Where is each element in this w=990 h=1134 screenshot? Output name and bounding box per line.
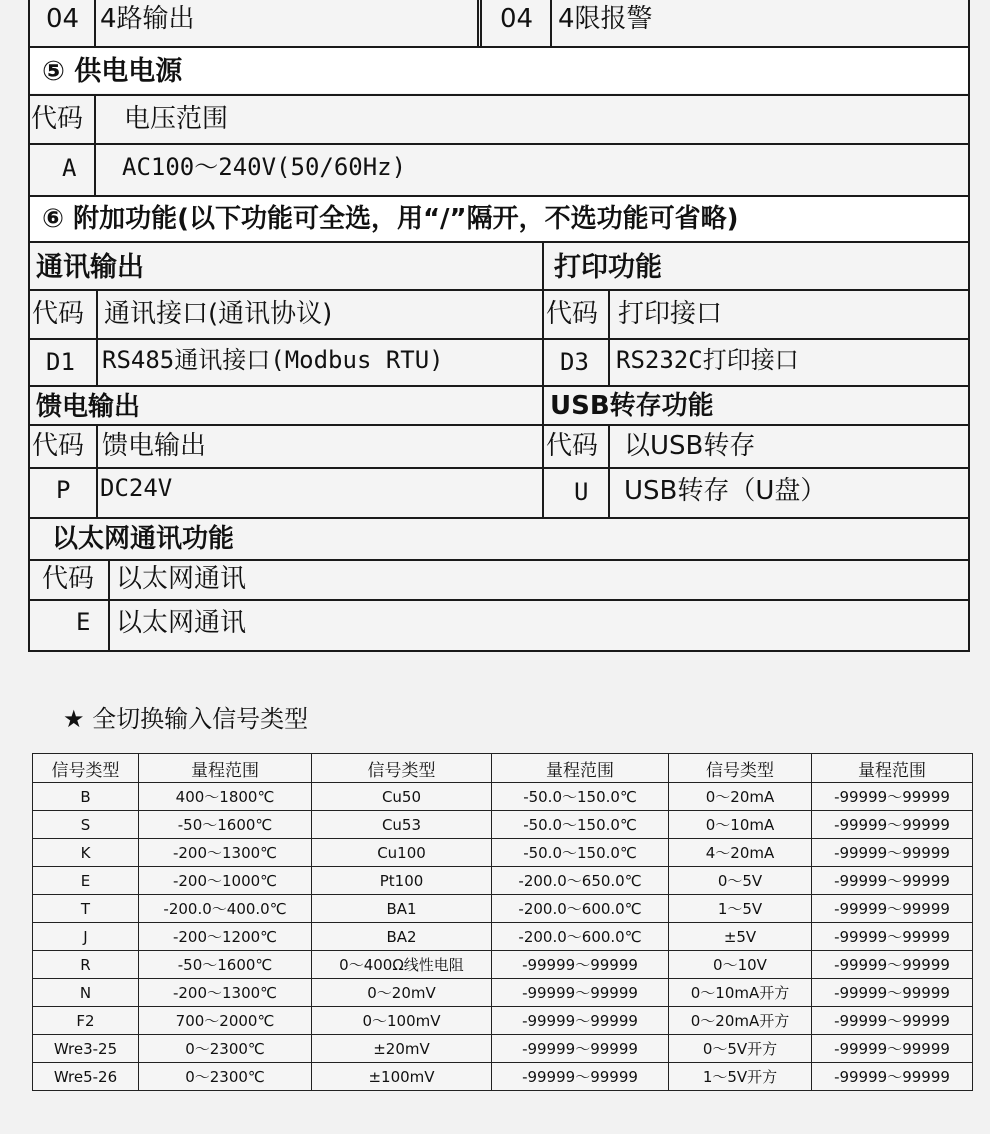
signal-type-cell: Cu53 xyxy=(312,811,492,839)
input-types-table xyxy=(32,753,973,1091)
usb-title: USB转存功能 xyxy=(550,391,714,421)
range-cell: 400～1800℃ xyxy=(139,783,312,811)
range-cell: -99999～99999 xyxy=(812,895,973,923)
range-cell: -200.0～650.0℃ xyxy=(492,867,669,895)
signal-type-cell: BA2 xyxy=(312,923,492,951)
signal-type-cell: 0～5V xyxy=(669,867,812,895)
table-header-row xyxy=(33,754,973,783)
power-header-range: 电压范围 xyxy=(124,104,229,134)
range-cell: -200～1200℃ xyxy=(139,923,312,951)
print-row-value: RS232C打印接口 xyxy=(616,346,799,374)
range-cell: -200.0～600.0℃ xyxy=(492,923,669,951)
signal-type-cell: T xyxy=(33,895,139,923)
header-signal-type: 信号类型 xyxy=(33,754,139,783)
feed-row-value: DC24V xyxy=(100,474,173,502)
table-row xyxy=(33,1063,973,1091)
top-right-label: 4限报警 xyxy=(558,4,653,34)
table-row xyxy=(33,867,973,895)
power-section-title: ⑤ 供电电源 xyxy=(42,56,183,87)
comm-row-value: RS485通讯接口(Modbus RTU) xyxy=(102,346,444,374)
top-left-label: 4路输出 xyxy=(100,4,195,34)
signal-type-cell: 0～400Ω线性电阻 xyxy=(312,951,492,979)
options-section-title: ⑥ 附加功能(以下功能可全选，用“/”隔开，不选功能可省略) xyxy=(42,204,739,234)
range-cell: -200.0～400.0℃ xyxy=(139,895,312,923)
header-range: 量程范围 xyxy=(139,754,312,783)
header-signal-type: 信号类型 xyxy=(669,754,812,783)
range-cell: -50.0～150.0℃ xyxy=(492,839,669,867)
comm-row-code: D1 xyxy=(46,348,75,376)
table-row xyxy=(33,811,973,839)
range-cell: -200～1300℃ xyxy=(139,839,312,867)
range-cell: -99999～99999 xyxy=(812,783,973,811)
range-cell: -50.0～150.0℃ xyxy=(492,783,669,811)
ethernet-title: 以太网通讯功能 xyxy=(52,524,235,554)
table-row xyxy=(33,951,973,979)
power-row-value: AC100～240V(50/60Hz) xyxy=(122,153,407,181)
table-row xyxy=(33,1007,973,1035)
header-signal-type: 信号类型 xyxy=(312,754,492,783)
range-cell: -99999～99999 xyxy=(492,1007,669,1035)
range-cell: -99999～99999 xyxy=(492,1035,669,1063)
signal-type-cell: ±20mV xyxy=(312,1035,492,1063)
option-code-table xyxy=(28,0,970,652)
range-cell: -50～1600℃ xyxy=(139,951,312,979)
header-range: 量程范围 xyxy=(492,754,669,783)
range-cell: -99999～99999 xyxy=(812,811,973,839)
range-cell: -99999～99999 xyxy=(812,1007,973,1035)
print-title: 打印功能 xyxy=(554,252,662,283)
usb-row-code: U xyxy=(574,478,589,506)
usb-header-code: 代码 xyxy=(546,431,599,461)
signal-type-cell: E xyxy=(33,867,139,895)
comm-title: 通讯输出 xyxy=(36,252,144,283)
signal-type-cell: B xyxy=(33,783,139,811)
range-cell: -99999～99999 xyxy=(812,979,973,1007)
range-cell: -99999～99999 xyxy=(492,979,669,1007)
table-row xyxy=(33,979,973,1007)
signal-type-cell: Cu50 xyxy=(312,783,492,811)
signal-type-cell: BA1 xyxy=(312,895,492,923)
comm-header-code: 代码 xyxy=(32,299,85,329)
table-row xyxy=(33,839,973,867)
table-row xyxy=(33,923,973,951)
header-range: 量程范围 xyxy=(812,754,973,783)
feed-row-code: P xyxy=(56,476,71,504)
range-cell: 0～2300℃ xyxy=(139,1035,312,1063)
range-cell: -99999～99999 xyxy=(812,867,973,895)
signal-type-cell: 0～10V xyxy=(669,951,812,979)
signal-type-cell: 4～20mA xyxy=(669,839,812,867)
signal-type-cell: R xyxy=(33,951,139,979)
signal-type-cell: 0～100mV xyxy=(312,1007,492,1035)
signal-type-cell: ±100mV xyxy=(312,1063,492,1091)
range-cell: -99999～99999 xyxy=(492,1063,669,1091)
range-cell: -200～1000℃ xyxy=(139,867,312,895)
feed-title: 馈电输出 xyxy=(36,392,141,422)
ethernet-row-code: E xyxy=(76,608,91,636)
signal-type-cell: 0～10mA xyxy=(669,811,812,839)
signal-type-cell: Cu100 xyxy=(312,839,492,867)
range-cell: -50.0～150.0℃ xyxy=(492,811,669,839)
signal-type-cell: ±5V xyxy=(669,923,812,951)
range-cell: 700～2000℃ xyxy=(139,1007,312,1035)
signal-type-cell: Wre5-26 xyxy=(33,1063,139,1091)
range-cell: -99999～99999 xyxy=(812,839,973,867)
table-row xyxy=(33,1035,973,1063)
range-cell: -99999～99999 xyxy=(812,923,973,951)
range-cell: -99999～99999 xyxy=(492,951,669,979)
range-cell: -200～1300℃ xyxy=(139,979,312,1007)
signal-type-cell: 0～20mV xyxy=(312,979,492,1007)
feed-header-code: 代码 xyxy=(32,431,85,461)
input-types-title: ★ 全切换输入信号类型 xyxy=(63,705,309,733)
signal-type-cell: J xyxy=(33,923,139,951)
signal-type-cell: 1～5V开方 xyxy=(669,1063,812,1091)
signal-type-cell: 0～20mA开方 xyxy=(669,1007,812,1035)
range-cell: -99999～99999 xyxy=(812,951,973,979)
signal-type-cell: Pt100 xyxy=(312,867,492,895)
range-cell: -99999～99999 xyxy=(812,1063,973,1091)
range-cell: -99999～99999 xyxy=(812,1035,973,1063)
top-left-code: 04 xyxy=(46,4,80,34)
ethernet-header-name: 以太网通讯 xyxy=(116,564,247,594)
signal-type-cell: 0～10mA开方 xyxy=(669,979,812,1007)
signal-type-cell: Wre3-25 xyxy=(33,1035,139,1063)
signal-type-cell: S xyxy=(33,811,139,839)
top-right-code: 04 xyxy=(500,4,534,34)
ethernet-row-value: 以太网通讯 xyxy=(116,608,247,638)
power-row-code: A xyxy=(62,154,77,182)
signal-type-cell: 0～5V开方 xyxy=(669,1035,812,1063)
ethernet-header-code: 代码 xyxy=(42,564,95,594)
signal-type-cell: N xyxy=(33,979,139,1007)
signal-type-cell: 0～20mA xyxy=(669,783,812,811)
print-row-code: D3 xyxy=(560,348,589,376)
power-header-code: 代码 xyxy=(31,104,84,134)
print-header-name: 打印接口 xyxy=(618,299,723,329)
feed-header-name: 馈电输出 xyxy=(102,431,207,461)
comm-header-name: 通讯接口(通讯协议) xyxy=(104,299,333,329)
table-row xyxy=(33,783,973,811)
range-cell: -50～1600℃ xyxy=(139,811,312,839)
print-header-code: 代码 xyxy=(546,299,599,329)
usb-row-value: USB转存（U盘） xyxy=(624,476,827,506)
range-cell: 0～2300℃ xyxy=(139,1063,312,1091)
table-row xyxy=(33,895,973,923)
range-cell: -200.0～600.0℃ xyxy=(492,895,669,923)
usb-header-name: 以USB转存 xyxy=(624,431,756,461)
signal-type-cell: K xyxy=(33,839,139,867)
signal-type-cell: F2 xyxy=(33,1007,139,1035)
signal-type-cell: 1～5V xyxy=(669,895,812,923)
